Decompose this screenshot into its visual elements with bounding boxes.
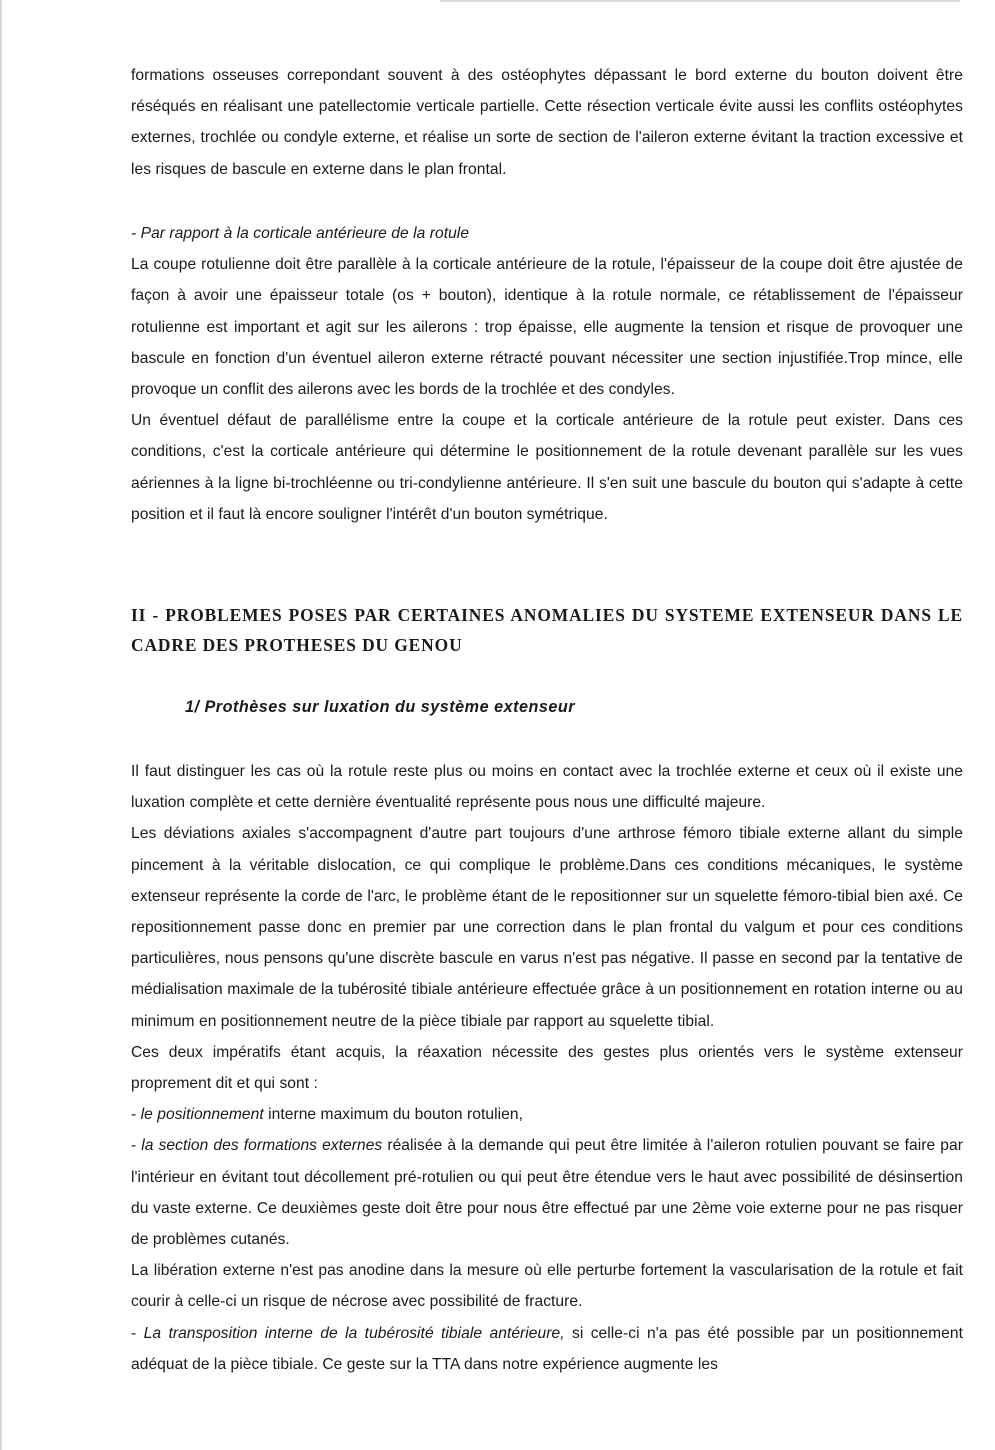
list-item-section-formations: - la section des formations externes réalisée à la demande qui peut être limitée à l'aileron rotulien pouvant se faire par l'intérieur en évitant tout décollement pré-rotulien ou qui peut être étendue vers le haut avec possibilité de désinsertion du vaste externe. Ce deuxièmes geste doit être pour nous être effectué par une 2ème voie externe pour ne pas risquer de problèmes cutanés.: [131, 1137, 963, 1249]
main-heading: II - PROBLEMES POSES PAR CERTAINES ANOMALIES DU SYSTEME EXTENSEUR DANS LE CADRE DES PROTHESES DU GENOU: [131, 605, 963, 655]
list-item-transposition: - La transposition interne de la tubérosité tibiale antérieure, si celle-ci n'a pas été possible par un positionnement adéquat de la pièce tibiale. Ce geste sur la TTA dans notre expérience augmente les: [131, 1324, 964, 1373]
subheading-protheses-luxation: 1/ Prothèses sur luxation du système extenseur: [185, 698, 576, 716]
paragraph-block-2: [131, 218, 963, 530]
paragraph-block-1: [131, 60, 963, 185]
term-section-formations: la section des formations externes: [141, 1137, 383, 1155]
section-heading-corticale: - Par rapport à la corticale antérieure de la rotule: [131, 225, 470, 242]
paragraph-deviations-axiales: Les déviations axiales s'accompagnent d'autre part toujours d'une arthrose fémoro tibiale externe allant du simple pincement à la véritable dislocation, ce qui complique le problème.Dans ces conditions mécaniques, le système extenseur représente la corde de l'arc, le problème étant de le repositionner sur un squelette fémoro-tibial bien axé. Ce repositionnement passe donc en premier par une correction dans le plan frontal du valgum et pour ces conditions particulières, nous pensons qu'une discrète bascule en varus n'est pas négative. Il passe en second par la tentative de médialisation maximale de la tubérosité tibiale antérieure effectuée grâce à un positionnement en rotation interne ou au minimum en positionnement neutre de la pièce tibiale par rapport au squelette tibial.: [131, 825, 963, 1030]
paragraph-block-3: [131, 756, 963, 1380]
paragraph-liberation-externe: La libération externe n'est pas anodine dans la mesure où elle perturbe fortement la vascularisation de la rotule et fait courir à celle-ci un risque de nécrose avec possibilité de fracture.: [131, 1262, 963, 1311]
scan-edge-left: [0, 0, 2, 1450]
paragraph-osteophytes: formations osseuses correpondant souvent à des ostéophytes dépassant le bord externe du bouton doivent être réséqués en réalisant une patellectomie verticale partielle. Cette résection verticale évite aussi les conflits ostéophytes externes, trochlée ou condyle externe, et réalise un sorte de section de l'aileron externe évitant la traction excessive et les risques de bascule en externe dans le plan frontal.: [131, 67, 963, 178]
paragraph-imperatifs: Ces deux impératifs étant acquis, la réaxation nécessite des gestes plus orientés vers le système extenseur proprement dit et qui sont :: [131, 1043, 963, 1093]
term-transposition: La transposition interne de la tubérosité tibiale antérieure,: [143, 1324, 565, 1342]
paragraph-distinguer: Il faut distinguer les cas où la rotule reste plus ou moins en contact avec la trochlée externe et ceux où il existe une luxation complète et cette dernière éventualité représente pous nous une difficulté majeure.: [131, 763, 963, 812]
scan-edge-top: [440, 0, 960, 2]
paragraph-defaut-parallelisme: Un éventuel défaut de parallélisme entre la coupe et la corticale antérieure de la rotule peut exister. Dans ces conditions, c'est la corticale antérieure qui détermine le positionnement de la rotule devenant parallèle sur les vues aériennes à la ligne bi-trochléenne ou tri-condylienne antérieure. Il s'en suit une bascule du bouton qui s'adapte à cette position et il faut là encore souligner l'intérêt d'un bouton symétrique.: [131, 412, 963, 523]
paragraph-coupe-rotulienne: La coupe rotulienne doit être parallèle à la corticale antérieure de la rotule, l'épaisseur de la coupe doit être ajustée de façon à avoir une épaisseur totale (os + bouton), identique à la rotule normale, ce rétablissement de l'épaisseur rotulienne est important et agit sur les ailerons : trop épaisse, elle augmente la tension et risque de provoquer une bascule en fonction d'un éventuel aileron externe rétracté pouvant nécessiter une section injustifiée.Trop mince, elle provoque un conflit des ailerons avec les bords de la trochlée et des condyles.: [131, 256, 963, 399]
term-positionnement: le positionnement: [140, 1106, 264, 1124]
list-item-positionnement: - le positionnement interne maximum du bouton rotulien,: [131, 1106, 523, 1124]
